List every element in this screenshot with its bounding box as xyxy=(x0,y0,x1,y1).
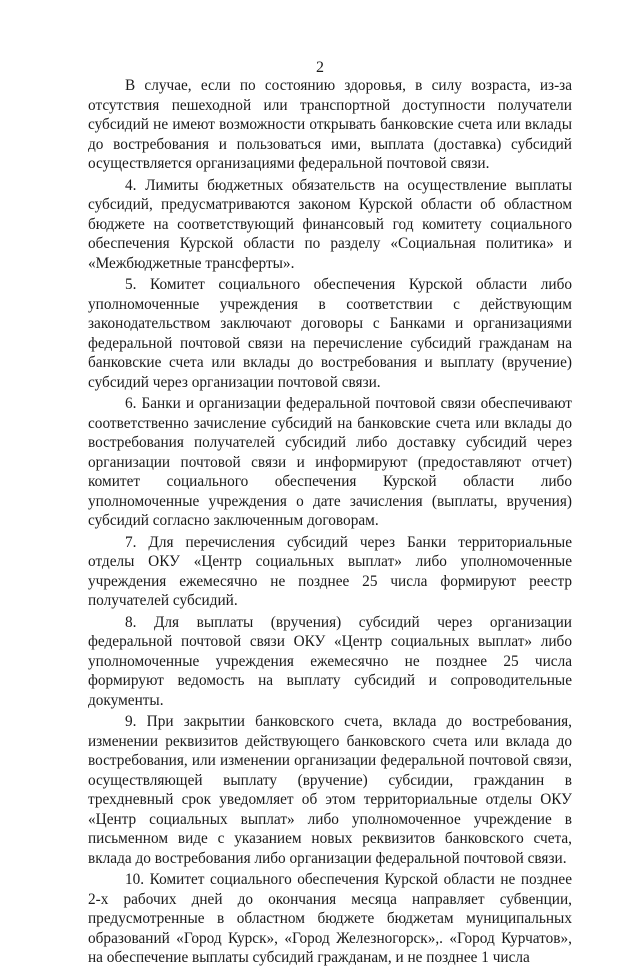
paragraph-intro: В случае, если по состоянию здоровья, в силу возраста, из-за отсутствия пешеходной или транспортной доступности получатели субсидий не имеют возможности открывать банковские счета или вклады до востребования и пользоваться ими, выплата (доставка) субсидий осуществляется организациями федеральной почтовой связи. xyxy=(88,77,572,172)
paragraph-6: 6. Банки и организации федеральной почтовой связи обеспечивают соответственно зачисление субсидий на банковские счета или вклады до востребования получателей субсидий либо доставку субсидий через организации почтовой связи и информируют (предоставляют отчет) комитет социального обеспечения Курской области либо уполномоченные учреждения о дате зачисления (выплаты, вручения) субсидий согласно заключенным договорам. xyxy=(88,395,572,529)
paragraph-9: 9. При закрытии банковского счета, вклада до востребования, изменении реквизитов действующего банковского счета или вклада до востребования, или изменении организации федеральной почтовой связи, осуществляющей выплату (вручение) субсидии, гражданин в трехдневный срок уведомляет об этом территориальные отделы ОКУ «Центр социальных выплат» либо уполномоченное учреждение в письменном виде с указанием новых реквизитов банковского счета, вклада до востребования либо организации федеральной почтовой связи. xyxy=(88,713,572,867)
document-body xyxy=(88,76,572,970)
page-number: 2 xyxy=(316,59,324,76)
paragraph-10: 10. Комитет социального обеспечения Курской области не позднее 2-х рабочих дней до окончания месяца направляет субвенции, предусмотренные в областном бюджете бюджетам муниципальных образований «Город Курск», «Город Железногорск»,. «Город Курчатов», на обеспечение выплаты субсидий гражданам, и не позднее 1 числа xyxy=(88,871,572,966)
paragraph-4: 4. Лимиты бюджетных обязательств на осуществление выплаты субсидий, предусматриваются законом Курской области об областном бюджете на соответствующий финансовый год комитету социального обеспечения Курской области по разделу «Социальная политика» и «Межбюджетные трансферты». xyxy=(88,176,572,272)
paragraph-5: 5. Комитет социального обеспечения Курской области либо уполномоченные учреждения в соответствии с действующим законодательством заключают договоры с Банками и организациями федеральной почтовой связи на перечисление субсидий гражданам на банковские счета или вклады до востребования и выплату (вручение) субсидий через организации почтовой связи. xyxy=(88,276,572,391)
paragraph-8: 8. Для выплаты (вручения) субсидий через организации федеральной почтовой связи ОКУ «Центр социальных выплат» либо уполномоченные учреждения ежемесячно не позднее 25 числа формируют ведомость на выплату субсидий и сопроводительные документы. xyxy=(88,613,572,709)
paragraph-7: 7. Для перечисления субсидий через Банки территориальные отделы ОКУ «Центр социальных выплат» либо уполномоченные учреждения ежемесячно не позднее 25 числа формируют реестр получателей субсидий. xyxy=(88,533,572,609)
